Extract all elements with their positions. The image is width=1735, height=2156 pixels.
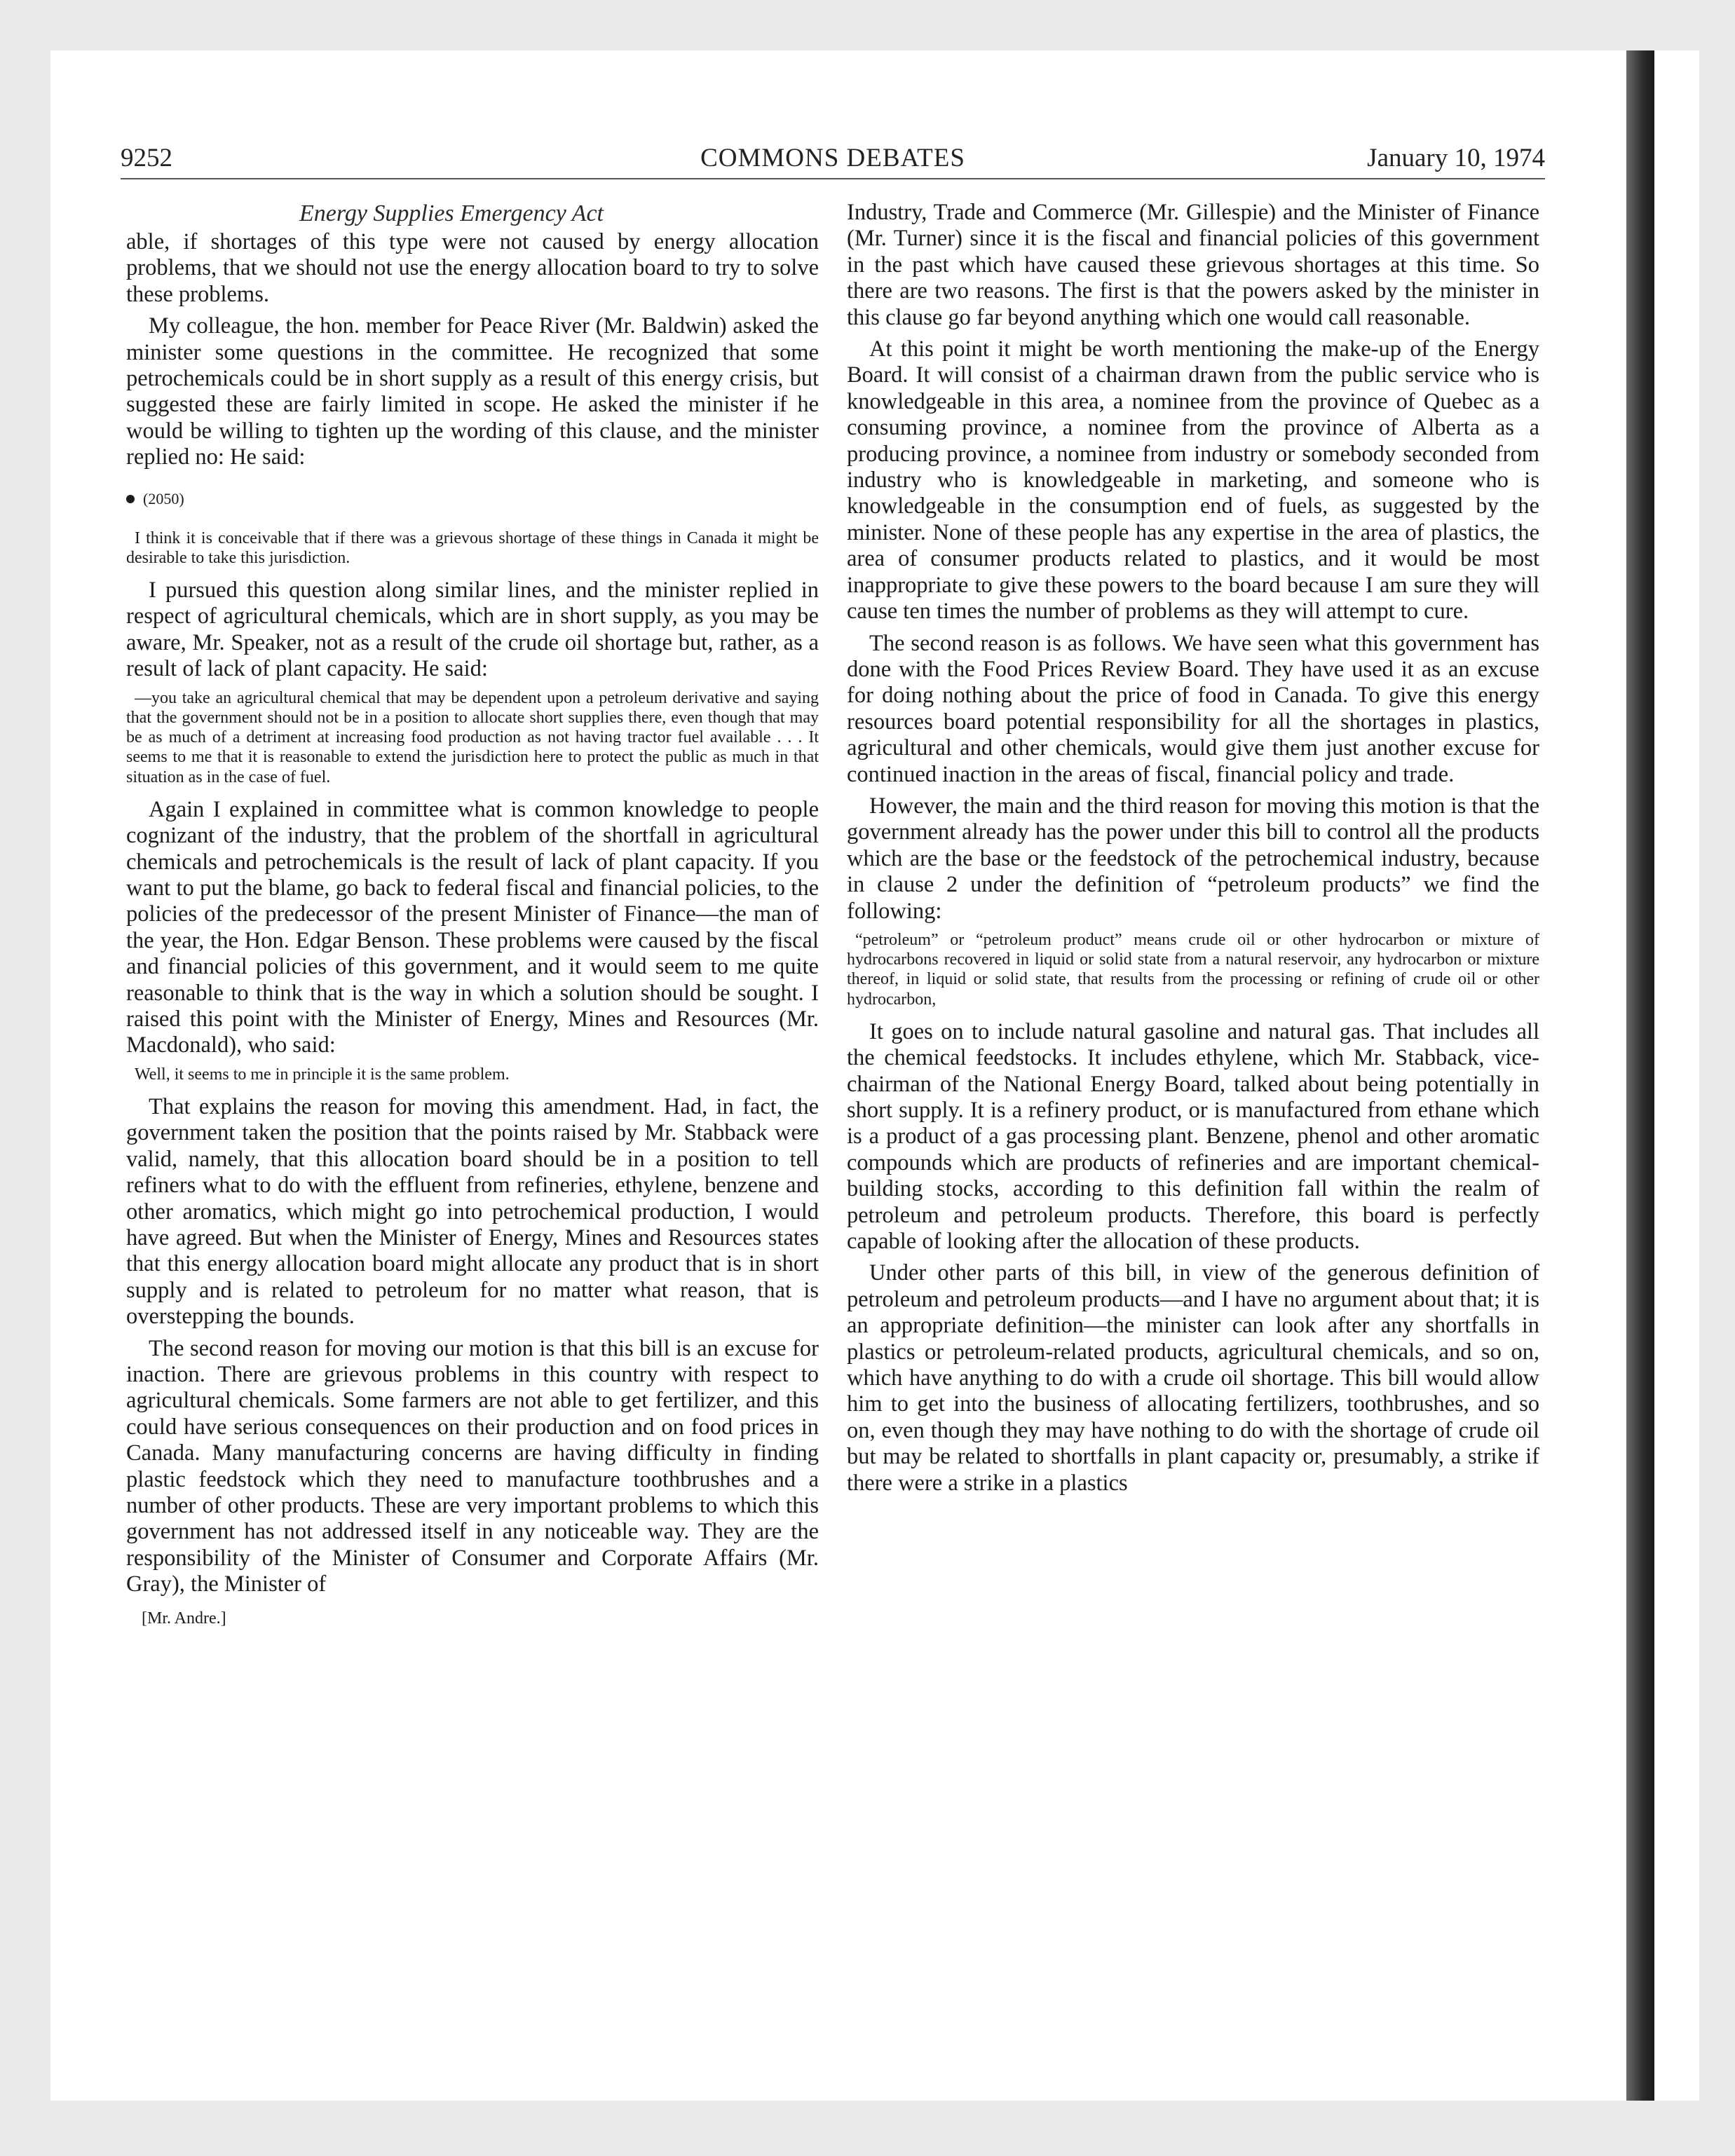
block-quote: I think it is conceivable that if there was a grievous shortage of these things in Canada it might be desirable to take this jurisdiction. [126,528,819,567]
page-number: 9252 [121,144,172,172]
paragraph: Under other parts of this bill, in view of the generous definition of petroleum and petroleum products—and I have no argument about that; it is an appropriate definition—the minister can look after any shortfalls in plastics or petroleum-related products, agricultural chemicals, and so on, which have anything to do with a crude oil shortage. This bill would allow him to get into the business of allocating fertilizers, toothbrushes, and so on, even though they may have nothing to do with the shortage of crude oil but may be related to shortfalls in plant capacity or, presumably, a strike if there were a strike in a plastics [847,1260,1539,1496]
time-marker [126,489,819,509]
left-column [126,200,819,1629]
page-header [121,140,1545,179]
right-column [847,200,1539,1502]
speaker-note: [Mr. Andre.] [142,1609,226,1628]
paragraph: That explains the reason for moving this amendment. Had, in fact, the government taken the position that the points raised by Mr. Stabback were valid, namely, that this allocation board should be in a position to tell refiners what to do with the effluent from refineries, ethylene, benzene and other aromatics, which might go into petrochemical production, I would have agreed. But when the Minister of Energy, Mines and Resources states that this energy allocation board might allocate any product that is in short supply and is related to petroleum for no matter what reason, that is overstepping the bounds. [126,1093,819,1330]
paragraph: My colleague, the hon. member for Peace River (Mr. Baldwin) asked the minister some questions in the committee. He recognized that some petrochemicals could be in short supply as a result of this energy crisis, but suggested these are fairly limited in scope. He asked the minister if he would be willing to tighten up the wording of this clause, and the minister replied no: He said: [126,313,819,470]
section-title: Energy Supplies Emergency Act [299,200,604,226]
time-marker-label: (2050) [143,489,184,507]
paragraph: Industry, Trade and Commerce (Mr. Gillespie) and the Minister of Finance (Mr. Turner) since it is the fiscal and financial policies of this government in the past which have caused these grievous shortages at this time. So there are two reasons. The first is that the powers asked by the minister in this clause go far beyond anything which one would call reasonable. [847,200,1539,330]
bullet-icon [126,495,135,503]
paragraph: However, the main and the third reason for moving this motion is that the government already has the power under this bill to control all the products which are the base or the feedstock of the petrochemical industry, because in clause 2 under the definition of “petroleum products” we find the following: [847,793,1539,924]
scan-edge-shadow [1626,50,1654,2101]
block-quote: “petroleum” or “petroleum product” means crude oil or other hydrocarbon or mixture of hydrocarbons recovered in liquid or solid state from a natural reservoir, any hydrocarbon or mixture thereof, in liquid or solid state, that results from the processing or refining of crude oil or other hydrocarbon, [847,930,1539,1009]
block-quote: —you take an agricultural chemical that may be dependent upon a petroleum derivative and saying that the government should not be in a position to allocate short supplies there, even though that may be as much of a detriment at increasing food production as not having tractor fuel available . . . It seems to me that it is reasonable to extend the jurisdiction here to protect the public as much in that situation as in the case of fuel. [126,688,819,786]
paragraph: At this point it might be worth mentioning the make-up of the Energy Board. It will consist of a chairman drawn from the public service who is knowledgeable in this area, a nominee from the province of Quebec as a consuming province, a nominee from the province of Alberta as a producing province, a nominee from industry or somebody seconded from industry who is knowledgeable in marketing, and someone who is knowledgeable in the consumption end of fuels, as suggested by the minister. None of these people has any expertise in the area of plastics, the area of consumer products related to plastics, and it would be most inappropriate to give these powers to the board because I am sure they will cause ten times the number of problems as they will attempt to cure. [847,336,1539,625]
paragraph: The second reason is as follows. We have seen what this government has done with the Food Prices Review Board. They have used it as an excuse for doing nothing about the price of food in Canada. To give this energy resources board potential responsibility for all the shortages in plastics, agricultural and other chemicals, would give them just another excuse for continued inaction in the areas of fiscal, financial policy and trade. [847,630,1539,787]
paragraph: The second reason for moving our motion is that this bill is an excuse for inaction. There are grievous problems in this country with respect to agricultural chemicals. Some farmers are not able to get fertilizer, and this could have serious consequences on their production and on food prices in Canada. Many manufacturing concerns are having difficulty in finding plastic feedstock which they need to manufacture toothbrushes and a number of other products. These are very important problems to which this government has not addressed itself in any noticeable way. They are the responsibility of the Minister of Consumer and Corporate Affairs (Mr. Gray), the Minister of [126,1335,819,1597]
paragraph: I pursued this question along similar lines, and the minister replied in respect of agricultural chemicals, which are in short supply, as you may be aware, Mr. Speaker, not as a result of the crude oil shortage but, rather, as a result of lack of plant capacity. He said: [126,578,819,682]
running-title: COMMONS DEBATES [700,144,965,172]
block-quote: Well, it seems to me in principle it is the same problem. [135,1065,510,1084]
paragraph: able, if shortages of this type were not caused by energy allocation problems, that we should not use the energy allocation board to try to solve these problems. [126,229,819,307]
paragraph: It goes on to include natural gasoline and natural gas. That includes all the chemical feedstocks. It includes ethylene, which Mr. Stabback, vice-chairman of the National Energy Board, talked about being potentially in short supply. It is a refinery product, or is manufactured from ethane which is a product of a gas processing plant. Benzene, phenol and other aromatic compounds which are products of refineries and are important chemical-building stocks, according to this definition fall within the realm of petroleum and petroleum products. Therefore, this board is perfectly capable of looking after the allocation of these products. [847,1018,1539,1255]
paragraph: Again I explained in committee what is common knowledge to people cognizant of the industry, that the problem of the shortfall in agricultural chemicals and petrochemicals is the result of lack of plant capacity. If you want to put the blame, go back to federal fiscal and financial policies, to the policies of the predecessor of the present Minister of Finance—the man of the year, the Hon. Edgar Benson. These problems were caused by the fiscal and financial policies of this government, and it would seem to me quite reasonable to think that is the way in which a solution should be sought. I raised this point with the Minister of Energy, Mines and Resources (Mr. Macdonald), who said: [126,796,819,1058]
header-date: January 10, 1974 [1367,144,1545,172]
